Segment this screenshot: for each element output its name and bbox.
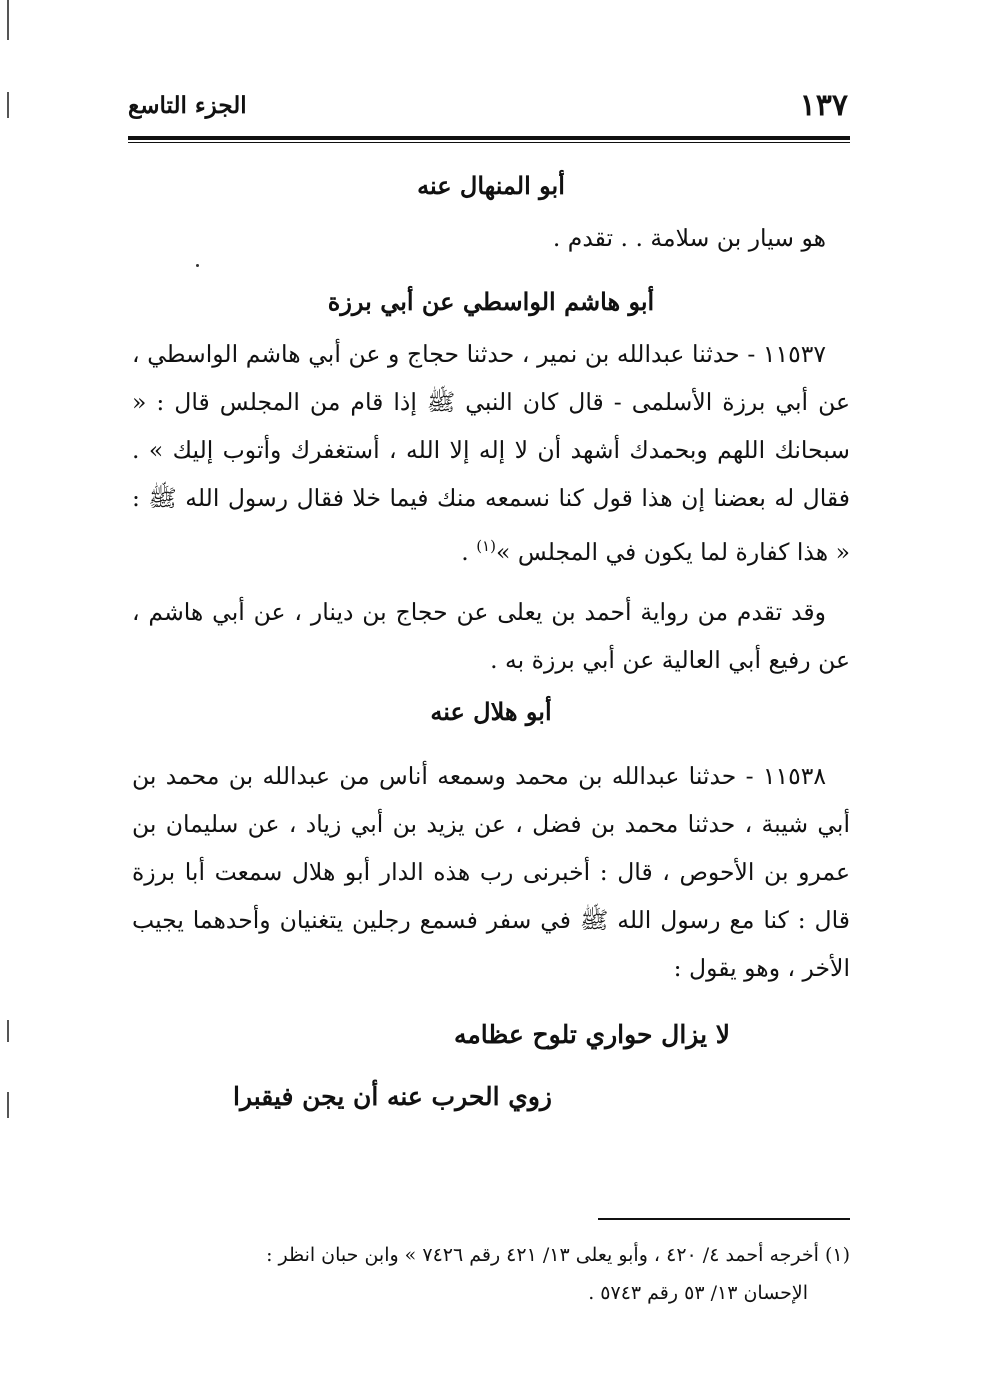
page-body bbox=[132, 158, 850, 1128]
header-rule bbox=[128, 136, 850, 140]
verse-line: لا يزال حواري تلوح عظامه bbox=[453, 1019, 730, 1049]
running-title: الجزء التاسع bbox=[128, 92, 247, 119]
footnotes bbox=[132, 1236, 850, 1312]
note-paragraph: وقد تقدم من رواية أحمد بن يعلى عن حجاج بن دينار ، عن أبي هاشم ، عن رفيع أبي العالية عن أبي برزة به . bbox=[132, 597, 850, 674]
scan-edge-mark-mid bbox=[7, 92, 9, 118]
verse-line: زوي الحرب عنه أن يجن فيقبرا bbox=[233, 1081, 552, 1111]
section-heading: أبو هاشم الواسطي عن أبي برزة bbox=[327, 287, 655, 316]
hadith-paragraph: ١١٥٣٨ - حدثنا عبدالله بن محمد وسمعه أناس من عبدالله بن محمد بن أبي شيبة ، حدثنا محمد بن فضل ، عن يزيد بن أبي زياد ، عن سليمان بن عمرو بن الأحوص ، قال : أخبرنى رب هذه الدار أبو هلال سمعت أبا برزة قال : كنا مع رسول الله ﷺ في سفر فسمع رجلين يتغنيان وأحدهما يجيب الأخر ، وهو يقول : bbox=[132, 761, 850, 982]
scan-edge-mark-low bbox=[7, 1020, 9, 1042]
hadith-end: . bbox=[461, 537, 477, 566]
scan-edge-mark-bottom bbox=[7, 1092, 9, 1118]
page-header bbox=[128, 82, 848, 130]
hadith-paragraph bbox=[132, 330, 850, 576]
paragraph: هو سيار بن سلامة . . تقدم . bbox=[552, 224, 826, 252]
section-heading: أبو هلال عنه bbox=[430, 696, 552, 726]
section-heading: أبو المنهال عنه bbox=[417, 171, 565, 200]
footnote-line: (١) أخرجه أحمد ٤/ ٤٢٠ ، وأبو يعلى ١٣/ ٤٢١ رقم ٧٤٢٦ » وابن حبان انظر : bbox=[266, 1244, 850, 1266]
scan-edge-mark-top bbox=[7, 0, 9, 40]
hadith-text: ١١٥٣٧ - حدثنا عبدالله بن نمير ، حدثنا حجاج و عن أبي هاشم الواسطي ، عن أبي برزة الأسلمى - قال كان النبي ﷺ إذا قام من المجلس قال : « سبحانك اللهم وبحمدك أشهد أن لا إله إلا الله ، أستغفرك وأتوب إليك » . فقال له بعضنا إن هذا قول كنا نسمعه منك فيما خلا فقال رسول الله ﷺ : « هذا كفارة لما يكون في المجلس » bbox=[132, 340, 850, 566]
page-number: ١٣٧ bbox=[799, 88, 848, 123]
footnote-line: الإحسان ١٣/ ٥٣ رقم ٥٧٤٣ . bbox=[588, 1282, 808, 1304]
header-rule-thin bbox=[128, 142, 850, 143]
footnote-ref: (١) bbox=[476, 537, 496, 555]
footnote-rule bbox=[598, 1218, 850, 1220]
